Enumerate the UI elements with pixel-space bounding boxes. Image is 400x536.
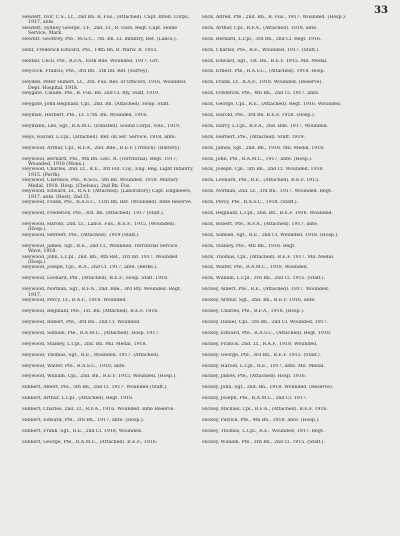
directory-entry: Hick, Arthur, Cpl., R.F.A., (Attached). 1918, ante. (202, 25, 318, 31)
directory-entry: Heywood, Stanley, L.Cpl., 2nd. Bn. Mil. Medal, 1918. (22, 341, 147, 347)
directory-entry: Hextall, Cecil, Pte., R.F.A., 65th Bde. Wounded, 1917, Grt. (22, 58, 160, 64)
directory-entry: Hick, Leonard, Pte., R.E., (Attached). B.E.F. 1915. (202, 178, 320, 184)
directory-entry: Hick, Frederick, Pte., 4th Bn., 2nd Cl. 1917, ante. (202, 91, 320, 97)
directory-entry: Hick, Harry, L.Cpl., R.F.A., 2nd. Bde. 1917, Wounded. (202, 123, 329, 129)
directory-entry: Hibbert, Arthur, L.Cpl., (Attached). Regt. 1918. (22, 396, 134, 402)
directory-entry: Heywood, Reginald, Pte., 1st. Bn. (Attached). B.E.F. 1916. (22, 309, 159, 315)
directory-entry: Hick, John, Pte., R.A.M.C., 1917, ante. (Hosp.). (202, 156, 313, 162)
directory-entry: Heywood, Edward, Lt., R.A.F. (Attached). (Laboratory) Capt. Engineers, 1917, ante. (Rest), 2nd Cl. (22, 189, 192, 200)
directory-entry: Heywood, Thomas, Sgt., R.E., Wounded, 1917. (Attached). (22, 352, 160, 358)
directory-entry: Hick, Charles, Pte., R.E., Wounded, 1917. (Staff.). (202, 47, 320, 53)
right-column (202, 15, 374, 451)
directory-entry: Hick, Stanley, Pte., 4th Bn., 1916. Regt. (202, 243, 296, 249)
directory-entry: Heymann, Leo, Sgt., R.A.M.C. (Enlisted). Sound Corps, Vols., 1919. (22, 123, 181, 129)
directory-entry: Hewlitt, Geoffrey, Pte., M.G.C., 7th. Bn. Lt. Infantry, Ret. (Lancs.). (22, 36, 178, 42)
directory-entry: Hickey, James, Pte., (Attached). Hosp. 1916. (202, 374, 307, 380)
directory-entry: Hickey, William, Pte., 3rd Bn., 2nd Cl. 1915. (Staff.). (202, 439, 325, 445)
directory-entry: Heygate, John Reginald, Cpl., 2nd. Bn. (Attached). Hosp. Staff. (22, 102, 170, 108)
directory-entry: Hickey, Patrick, Pte., 4th Bn., 1918, ante. (Hosp.). (202, 417, 320, 423)
directory-entry: Hick, Reginald, L.Cpl., 2nd. Bn., B.E.F. 1916. Wounded. (202, 211, 333, 217)
directory-entry: Heycock, Francis, Pte., 3rd Bn., 5th Inf. Ref. (Surrey). (22, 69, 149, 75)
left-column (22, 15, 194, 451)
directory-entry: Heywood, William, Cpl., 2nd. Bn., B.E.F. 1915. Wounded. (Hosp.). (22, 374, 177, 380)
directory-entry: Heywood, Charles, 2nd. Lt., R.E., 3rd Fld. Coy., Eng. Reg. Light Infantry, 1915. (Perth). (22, 167, 194, 178)
directory-entry: Hick, Frank, Lt., R.A.F., 1918. Wounded. (Reserve). (202, 80, 323, 86)
directory-entry: Hickey, John, Sgt., 2nd. Bn., 1918. Wounded. (Reserve). (202, 385, 334, 391)
directory-entry: Hibbert, Charles, 2nd. Lt., R.F.A., 1916. Wounded. Rifle Reserve. (22, 407, 175, 413)
directory-entry: Hick, Joseph, Cpl., 5th Bn., 2nd Cl. Wounded, 1918. (202, 167, 324, 173)
directory-entry: Heyman, Herbert, Pte., Lt. 17th. Bn. Wounded, 1916. (22, 113, 148, 119)
directory-entry: Hick, Harold, Pte., 3rd Bn. B.E.F. 1918. (Hosp.). (202, 113, 316, 119)
directory-entry: Heywood, Percy, Lt., R.A.F., 1918. Wounded. (22, 298, 127, 304)
directory-entry: Hickey, Albert, Pte., R.E., (Attached). 1917. Wounded. (202, 287, 330, 293)
directory-entry: Hick, William, L.Cpl., 3rd Bn., 2nd Cl. 1915. (Staff.). (202, 276, 325, 282)
directory-entry: Heywood, Clarence, Pte., R.Sco., 5th Bn. Wounded, 1918. Military Medal, 1918. Hosp. (Chelsea), 2nd Bn. Fus. (22, 178, 179, 189)
directory-entry: Heywood, Arthur, Cpl., R.F.A., 2nd. Bde., B.E.F. (Trench). (Battery). (22, 145, 181, 151)
directory-entry: Heygate, Claude, Pte., R. Fus. Bn. 2nd Cl. Rly. Staff, 1919. (22, 91, 160, 97)
directory-entry: Hickey, George, Pte., 3rd Bn., B.E.F. 1915. (Staff.). (202, 352, 322, 358)
directory-entry: Heywood, Frederick, Pte., 3rd. Bn. (Attached). 1917 (Staff.). (22, 211, 165, 217)
directory-entry: Hext, Frederick Edward, Pte., 14th Bn. R. Warw. R. 1915. (22, 47, 158, 53)
directory-entry: Hewlett, Sydney George, T.F., 2nd. Lt., R. Suss. Regt. Capt. Home Service, Mark. (22, 25, 178, 37)
directory-entry: Heywood, Leonard, Pte., (Attached). B.E.F., Hosp. Staff. 1918. (22, 276, 169, 282)
directory-entry: Hickey, Joseph, Pte., R.A.M.C., 2nd Cl. 1917. (202, 396, 308, 402)
directory-entry: Hick, Thomas, Cpl., (Attached). B.E.F. 1917. Mil. Medal. (202, 254, 335, 260)
directory-entry: Heywood, Samuel, Pte., R.A.M.C., (Attached). Hosp. 1917. (22, 330, 160, 336)
directory-entry: Hibbert, George, Pte., R.A.M.C., (Attached). B.E.F., 1916. (22, 439, 158, 445)
directory-entry: Hick, Samuel, Sgt., R.E., 2nd Cl. Wounded, 1918. (Hosp.). (202, 232, 339, 238)
directory-entry: Heywood, Herbert, Pte., (Attached). 1919 (Staff.). (22, 232, 140, 238)
directory-entry: Hickey, Edward, Pte., R.A.S.C., (Attached). Regt. 1918. (202, 330, 332, 336)
directory-entry: Hick, Edward, Sgt., 1st. Bn., B.E.F. 1915. Mil. Medal. (202, 58, 328, 64)
page-number: 33 (374, 5, 388, 16)
directory-entry: Heywood, John, L.Cpl., 2nd. Bn., 4th Ref., 3rd Inf. 1917. Wounded (Hosp.). (22, 254, 178, 266)
directory-entry: Hickey, Arthur, Sgt., 2nd. Bn., B.E.F. 1916, ante. (202, 298, 316, 304)
directory-entry: Hick, Percy, Pte., R.A.S.C., 1918. (Staff.). (202, 200, 299, 206)
directory-entry: Hickey, Michael, Cpl., R.F.A., (Attached). B.E.F. 1916. (202, 407, 328, 413)
directory-entry: Hick, Ernest, Pte., R.A.S.C., (Attached). 1918. Hosp. (202, 69, 325, 75)
directory-entry: Heywood, Walter, Pte., R.A.S.C., 1918, ante. (22, 363, 126, 369)
directory-entry: Heyden, Peter Hubert, Lt., 3rd. Fus. Res. of Officers, 1916. Wounded. Dept. Hospital, 1918. (22, 80, 187, 91)
directory-entry: Hick, Walter, Pte., R.A.M.C., 1918, Wounded. (202, 265, 309, 271)
directory-entry: Heywood, Robert, Pte., 3rd Bn., 2nd Cl. Wounded. (22, 319, 141, 325)
directory-entry: Heywood, James, Sgt., R.E., 2nd Cl., Wounded. Territorial Service. Wave, 1918. (22, 243, 179, 255)
directory-entry: Hick, Alfred, Pte., 2nd. Bn., R. Fus., 1917. Wounded. (Hosp.). (202, 15, 347, 20)
directory-entry: Hick, Norman, 2nd. Lt., 3rd Bn., 1917. Wounded. Regt. (202, 189, 333, 195)
directory-entry: Heywood, Frank, Pte., R.A.S.C., 11th Bn. Ref. (Wounded). Rifle Reserve. (22, 200, 193, 206)
directory-entry: Hibbert, Albert, Pte., 5th Bn., 2nd Cl. 1917. Wounded (Staff.). (22, 385, 168, 391)
directory-entry: Hick, Herbert, Pte., (Attached). Staff. 1919. (202, 134, 305, 140)
directory-entry: Hibbert, Frank, Sgt., R.E., 2nd Cl. 1918, Wounded. (22, 428, 143, 434)
directory-entry: Hewlett, Ivor, C.S., Lt., 2nd Bn. R. Fus., (Attached). Capt. Intell. Corps, 1917, ante. (22, 15, 190, 26)
directory-entry: Hickey, Charles, Pte., R.F.A., 1918. (Hosp.). (202, 309, 305, 315)
directory-entry: Hickey, Thomas, L.Cpl., R.E., Wounded, 1917. Regt. (202, 428, 325, 434)
directory-entry: Hick, Robert, Pte., R.F.A., (Attached). 1917, ante. (202, 221, 319, 227)
directory-entry: Heywood, Joseph, Cpl., R.A., 2nd Cl. 1917, ante. (Berks.). (22, 265, 158, 271)
directory-entry: Hickey, Harold, L.Cpl., R.E., 1917, ante. Mil. Medal. (202, 363, 325, 369)
directory-entry: Hickey, Francis, 2nd. Lt., R.A.F., 1918. Wounded. (202, 341, 318, 347)
directory-entry: Hick, James, Sgt., 2nd. Bn., 1916. Mil. Medal, 1918. (202, 145, 325, 151)
directory-entry: Hibbert, Edward, Pte., 3rd Bn., 1917, ante. (Hosp.). (22, 417, 145, 423)
directory-entry: Heys, Harold, L.Cpl., (attached). Ref. on Ser. Service, 1918, ante. (22, 134, 177, 140)
directory-entry: Heywood, Bernard, Pte., 9th Bn. Leic. R. (Territorial). Regt. 1917, Wounded, 1918 (Mons.). (22, 156, 178, 168)
directory-entry: Hick, Bernard, L.Cpl., 3rd Bn., 2nd Cl. Regt. 1916. (202, 36, 322, 42)
directory-entry: Heywood, Norman, Sgt., R.F.A., 2nd. Bde., 3rd Bty. Wounded. Regt. 1917. (22, 287, 182, 298)
directory-entry: Hickey, Daniel, Cpl., 5th Bn., 2nd Cl. Wounded, 1917. (202, 319, 329, 325)
directory-entry: Heywood, Harold, 2nd. Lt., Lancs. Fus., B.E.F., 1915, (Wounded). (Hosp.). (22, 221, 176, 233)
directory-entry: Hick, George, Cpl., R.E., (Attached). Regt. 1916. Wounded. (202, 102, 342, 108)
